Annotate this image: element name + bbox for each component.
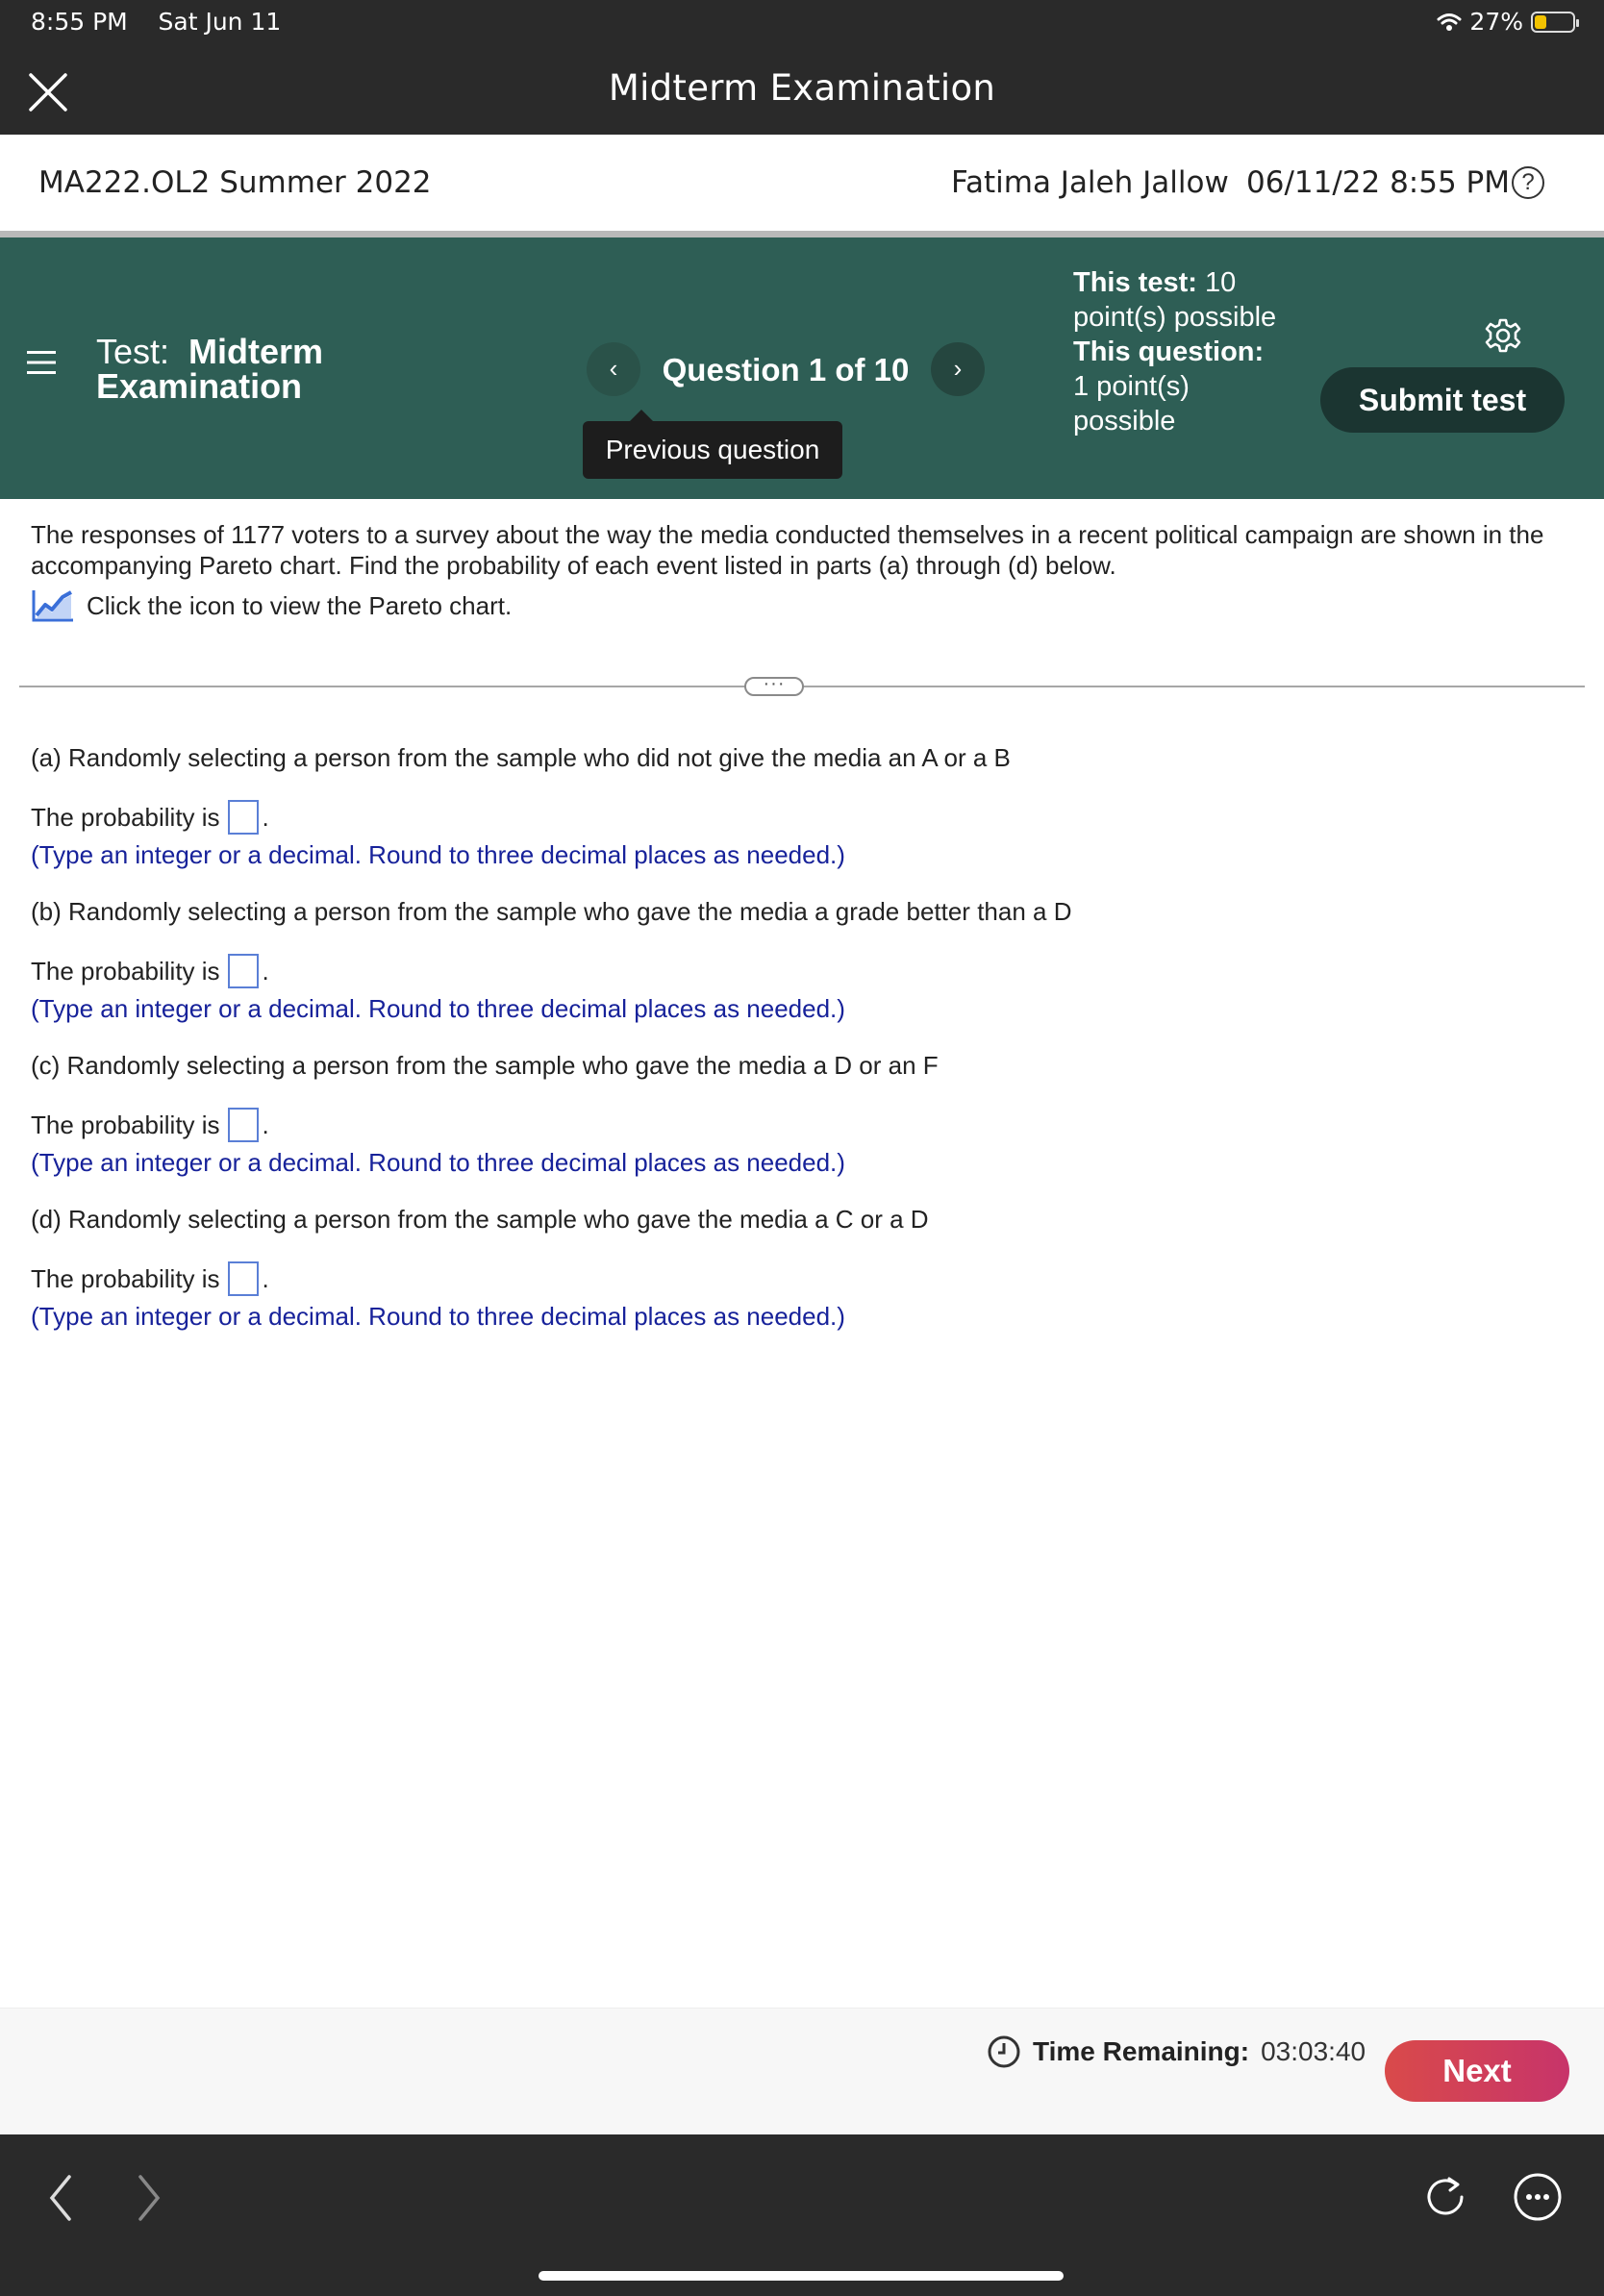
next-question-button[interactable]: › — [931, 342, 985, 396]
part-a-answer-line — [31, 800, 269, 835]
this-question-value: 1 point(s) possible — [1073, 371, 1190, 437]
pareto-chart-link[interactable] — [31, 588, 512, 623]
part-c-answer-suffix: . — [262, 1110, 269, 1139]
chart-link-text: Click the icon to view the Pareto chart. — [87, 590, 513, 620]
submit-test-button[interactable]: Submit test — [1320, 367, 1565, 433]
part-a-answer-prefix: The probability is — [31, 802, 220, 832]
chevron-right-icon[interactable] — [135, 2173, 163, 2223]
part-a-hint: (Type an integer or a decimal. Round to three decimal places as needed.) — [31, 840, 845, 869]
wifi-icon — [1437, 12, 1462, 33]
help-circle-icon[interactable]: ? — [1512, 166, 1544, 199]
status-bar-clock — [31, 8, 281, 36]
course-name: MA222.OL2 Summer 2022 — [38, 165, 432, 200]
this-test-label: This test: — [1073, 267, 1197, 298]
part-d-answer-prefix: The probability is — [31, 1263, 220, 1293]
part-b-answer-input[interactable] — [228, 954, 259, 988]
time-remaining-value: 03:03:40 — [1261, 2036, 1366, 2066]
part-c-hint: (Type an integer or a decimal. Round to three decimal places as needed.) — [31, 1148, 845, 1177]
hamburger-menu-icon[interactable] — [25, 348, 58, 377]
bottom-action-bar — [0, 2008, 1604, 2135]
home-indicator[interactable] — [539, 2271, 1064, 2281]
reload-icon[interactable] — [1421, 2173, 1469, 2221]
part-a-answer-suffix: . — [262, 802, 269, 832]
part-a-answer-input[interactable] — [228, 800, 259, 835]
gear-icon[interactable] — [1484, 316, 1522, 355]
app-title: Midterm Examination — [608, 67, 996, 109]
battery-icon — [1531, 12, 1575, 33]
this-test-value: 10 point(s) possible — [1073, 267, 1277, 333]
part-d-answer-input[interactable] — [228, 1261, 259, 1296]
part-b-hint: (Type an integer or a decimal. Round to three decimal places as needed.) — [31, 994, 845, 1023]
battery-percent: 27% — [1469, 8, 1523, 36]
test-title-name: Midterm Examination — [96, 332, 324, 406]
part-c-label: (c) Randomly selecting a person from the sample who gave the media a D or an F — [31, 1051, 939, 1080]
part-d-answer-suffix: . — [262, 1263, 269, 1293]
points-info — [1073, 265, 1285, 438]
part-b-answer-line — [31, 954, 269, 988]
question-prompt: The responses of 1177 voters to a survey about the way the media conducted themselves in a recent political campaign are shown in the accompanying Pareto chart. Find the probability of each event listed in parts (a) through (d) below. — [31, 520, 1544, 580]
chevron-left-icon[interactable] — [46, 2173, 75, 2223]
time-remaining-label: Time Remaining: — [1033, 2036, 1250, 2066]
test-title-prefix: Test: — [96, 332, 170, 371]
part-c-answer-input[interactable] — [228, 1108, 259, 1142]
test-title — [96, 332, 404, 406]
current-datetime: 06/11/22 8:55 PM — [1246, 165, 1510, 200]
pane-resize-handle[interactable]: ··· — [744, 677, 804, 696]
part-d-hint: (Type an integer or a decimal. Round to three decimal places as needed.) — [31, 1302, 845, 1331]
this-question-label: This question: — [1073, 337, 1265, 367]
clock-icon — [987, 2034, 1021, 2069]
part-b-answer-suffix: . — [262, 956, 269, 986]
part-d-label: (d) Randomly selecting a person from the sample who gave the media a C or a D — [31, 1205, 929, 1234]
part-d-answer-line — [31, 1261, 269, 1296]
more-options-icon[interactable] — [1512, 2171, 1564, 2223]
previous-question-tooltip: Previous question — [583, 421, 842, 479]
status-bar-right — [1437, 8, 1575, 36]
status-date: Sat Jun 11 — [158, 8, 282, 36]
part-a-label: (a) Randomly selecting a person from the sample who did not give the media an A or a B — [31, 743, 1011, 772]
part-b-label: (b) Randomly selecting a person from the sample who gave the media a grade better than a D — [31, 897, 1072, 926]
line-chart-icon[interactable] — [31, 588, 75, 623]
status-time: 8:55 PM — [31, 8, 128, 36]
part-c-answer-prefix: The probability is — [31, 1110, 220, 1139]
header-divider — [0, 231, 1604, 237]
part-b-answer-prefix: The probability is — [31, 956, 220, 986]
student-name: Fatima Jaleh Jallow — [951, 165, 1229, 200]
next-button[interactable]: Next — [1385, 2040, 1569, 2102]
part-c-answer-line — [31, 1108, 269, 1142]
question-counter[interactable]: Question 1 of 10 — [662, 352, 910, 387]
time-remaining — [987, 2034, 1366, 2069]
previous-question-button[interactable]: ‹ — [587, 342, 640, 396]
